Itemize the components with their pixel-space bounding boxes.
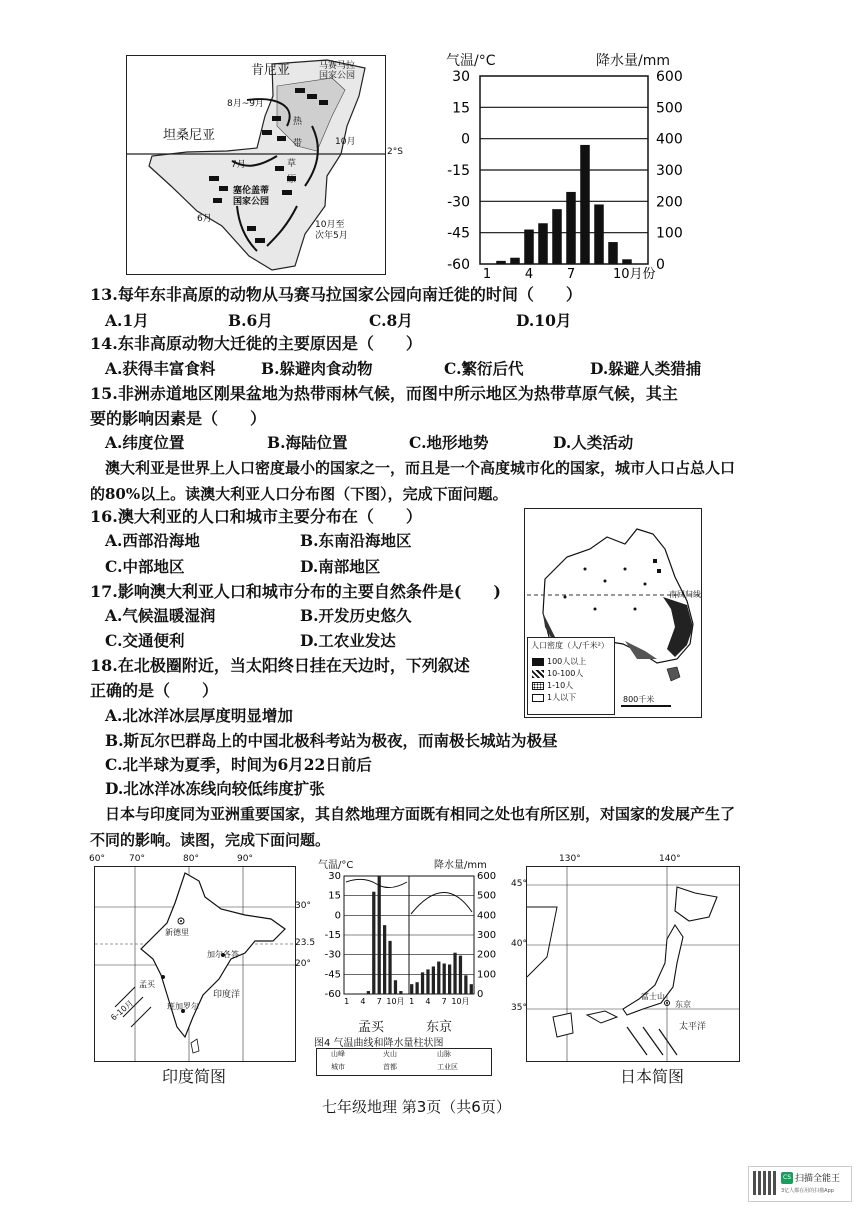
chart1-x-tick: 4 <box>524 267 534 280</box>
chart1-precip-bar <box>608 242 618 264</box>
map-symbol-legend <box>316 1048 492 1076</box>
chart2-x-tick: 4 <box>425 997 431 1006</box>
q15-option-a[interactable]: A.纬度位置 <box>105 433 185 452</box>
legend-label-min: 1人以下 <box>547 693 577 702</box>
chart2-precip-bar <box>388 941 391 994</box>
chart1-temp-tick: 0 <box>461 131 470 148</box>
chart2-precip-bar <box>443 964 446 994</box>
japan-lon-140: 140° <box>659 854 681 864</box>
chart1-precip-bar <box>580 145 590 264</box>
figure4-caption: 图4 气温曲线和降水量柱状图 <box>314 1038 444 1049</box>
japan-lon-130: 130° <box>559 854 581 864</box>
kolkata-label: 加尔各答 <box>207 950 239 959</box>
q17-option-a[interactable]: A.气候温暖湿润 <box>105 606 216 625</box>
japan-lat-40: 40° <box>511 939 527 949</box>
chart2-temp-curve-mumbai <box>346 879 407 887</box>
question-16: 16.澳大利亚的人口和城市主要分布在（ ） <box>90 507 422 526</box>
scanner-brand: 扫描全能王 <box>795 1174 841 1184</box>
q15-option-c[interactable]: C.地形地势 <box>409 433 489 452</box>
chart2-precip-bar <box>372 892 375 994</box>
q13-option-c[interactable]: C.8月 <box>369 311 413 330</box>
chart2-precip-bar <box>367 991 370 994</box>
chart1-temp-tick: 15 <box>452 100 470 117</box>
q18-option-a[interactable]: A.北冰洋冰层厚度明显增加 <box>105 706 293 725</box>
chart2-precip-tick: 200 <box>477 949 497 961</box>
bangalore-label: 班加罗尔 <box>167 1002 199 1011</box>
legend-title: 人口密度（人/千米²） <box>531 641 609 650</box>
legend-capital: 首都 <box>383 1063 397 1071</box>
chart2-x-tick: 7 <box>376 997 382 1006</box>
chart1-precip-tick: 500 <box>656 100 683 117</box>
legend-label-high: 100人以上 <box>547 657 587 666</box>
lat-2s-label: 2°S <box>387 147 403 157</box>
chart1-precip-tick: 400 <box>656 131 683 148</box>
question-18-line2: 正确的是（ ） <box>90 681 219 700</box>
chart2-precip-bar <box>383 925 386 994</box>
indian-ocean-label: 印度洋 <box>213 990 241 1000</box>
chart1-precip-bar <box>552 209 562 264</box>
chart1-precip-bar <box>496 261 506 264</box>
chart2-x-tick: 1 <box>344 997 350 1006</box>
climate-chart-2 <box>314 856 502 1071</box>
page-footer: 七年级地理 第3页（共6页） <box>322 1098 511 1116</box>
australia-population-map <box>524 508 702 718</box>
kenya-label: 肯尼亚 <box>251 63 291 78</box>
question-15-line1: 15.非洲赤道地区刚果盆地为热带雨林气候，而图中所示地区为热带草原气候，其主 <box>90 384 678 403</box>
scale-label: 800千米 <box>623 695 655 704</box>
mid-temp-axis-label: 气温/°C <box>318 860 354 871</box>
mumbai-label: 孟买 <box>139 980 155 989</box>
q18-option-c[interactable]: C.北半球为夏季，时间为6月22日前后 <box>105 755 372 774</box>
chart2-temp-tick: -15 <box>324 930 341 941</box>
question-15-line2: 要的影响因素是（ ） <box>90 409 267 428</box>
chart1-precip-tick: 300 <box>656 163 683 179</box>
chart2-precip-tick: 0 <box>477 989 484 1000</box>
mumbai-city-label: 孟买 <box>358 1020 385 1035</box>
temp-axis-label: 气温/°C <box>446 53 496 69</box>
legend-city: 城市 <box>331 1063 345 1071</box>
india-map <box>89 854 316 1062</box>
q17-option-c[interactable]: C.交通便利 <box>105 631 185 650</box>
serengeti-label: 塞伦盖蒂 国家公园 <box>233 186 270 207</box>
japan-lat-35: 35° <box>511 1003 527 1013</box>
q14-option-b[interactable]: B.躲避肉食动物 <box>261 359 373 378</box>
chart1-precip-tick: 200 <box>656 194 683 211</box>
chart2-x-tick: 1 <box>409 997 415 1006</box>
legend-label-low: 1-10人 <box>547 681 574 690</box>
q14-option-d[interactable]: D.躲避人类猎捕 <box>590 359 702 378</box>
masai-park-label: 马赛马拉 国家公园 <box>319 61 356 81</box>
chart2-x-tick: 7 <box>441 997 447 1006</box>
chart1-temp-tick: -30 <box>447 194 470 211</box>
legend-industrial: 工业区 <box>437 1063 458 1071</box>
chart2-temp-tick: 15 <box>328 890 341 902</box>
chart1-precip-bar <box>524 230 534 264</box>
q18-option-d[interactable]: D.北冰洋冰冻线向较低纬度扩张 <box>105 779 325 798</box>
fuji-label: 富士山 <box>641 992 665 1001</box>
tropic-label-1: 热 <box>293 117 303 127</box>
india-map-graphic <box>95 867 295 1061</box>
q13-option-b[interactable]: B.6月 <box>228 311 273 330</box>
chart2-precip-bar <box>470 984 473 994</box>
q13-option-d[interactable]: D.10月 <box>516 311 572 330</box>
tokyo-city-label: 东京 <box>426 1020 453 1035</box>
chart2-precip-tick: 100 <box>477 969 497 981</box>
q16-option-d[interactable]: D.南部地区 <box>300 557 381 576</box>
chart1-precip-bar <box>594 204 604 264</box>
q16-option-b[interactable]: B.东南沿海地区 <box>300 531 412 550</box>
climate-chart-2-plot <box>314 870 502 1020</box>
question-14: 14.东非高原动物大迁徙的主要原因是（ ） <box>90 334 422 353</box>
chart2-temp-tick: 0 <box>334 910 341 922</box>
month-6-label: 6月 <box>197 214 212 224</box>
chart1-temp-tick: -60 <box>447 257 470 273</box>
chart2-x-tick: 4 <box>360 997 366 1006</box>
climate-chart-1 <box>430 48 700 280</box>
q13-option-a[interactable]: A.1月 <box>105 311 149 330</box>
q14-option-a[interactable]: A.获得丰富食料 <box>105 359 216 378</box>
chart2-precip-tick: 600 <box>477 871 497 882</box>
chart2-precip-bar <box>416 982 419 994</box>
precip-axis-label: 降水量/mm <box>596 53 670 69</box>
qr-code-icon <box>753 1171 777 1195</box>
chart2-precip-tick: 400 <box>477 910 497 922</box>
india-map-caption: 印度简图 <box>162 1067 227 1086</box>
question-13: 13.每年东非高原的动物从马赛马拉国家公园向南迁徙的时间（ ） <box>90 285 582 304</box>
chart2-precip-bar <box>378 876 381 994</box>
month-10-label: 10月 <box>335 137 356 147</box>
chart1-precip-bar <box>622 259 632 264</box>
chart2-precip-bar <box>453 953 456 994</box>
chart2-precip-bar <box>464 975 467 994</box>
legend-swatch-mid <box>532 670 544 678</box>
legend-mountain: 山脉 <box>437 1050 451 1058</box>
question-18-line1: 18.在北极圈附近，当太阳终日挂在天边时，下列叙述 <box>90 656 470 675</box>
month-10-5-label: 10月至 次年5月 <box>315 220 348 241</box>
grass-label-1: 草 <box>287 159 297 169</box>
japan-india-intro-paragraph: 日本与印度同为亚洲重要国家，其自然地理方面既有相同之处也有所区别，对国家的发展产生了不同的影响。读图，完成下面问题。 <box>90 805 736 849</box>
chart2-precip-bar <box>459 956 462 994</box>
japan-map-graphic <box>527 867 739 1061</box>
tanzania-label: 坦桑尼亚 <box>163 128 216 143</box>
q17-option-b[interactable]: B.开发历史悠久 <box>300 606 412 625</box>
chart2-precip-bar <box>410 984 413 994</box>
australia-intro-paragraph: 澳大利亚是世界上人口密度最小的国家之一，而且是一个高度城市化的国家，城市人口占总人口的80%以上。读澳大利亚人口分布图（下图），完成下面问题。 <box>90 459 736 503</box>
chart2-temp-tick: -30 <box>324 949 341 961</box>
india-lat-20: 20° <box>295 959 311 969</box>
chart1-precip-tick: 100 <box>656 225 683 242</box>
india-lon-60: 60° <box>89 854 105 864</box>
chart1-precip-tick: 600 <box>656 69 683 85</box>
scanner-subtitle: 3亿人都在用的扫描App <box>781 1188 834 1194</box>
chart1-precip-bar <box>538 223 548 264</box>
tokyo-label: 东京 <box>675 1000 691 1009</box>
month-7-label: 7月 <box>231 160 246 170</box>
japan-map-caption: 日本简图 <box>620 1067 685 1086</box>
legend-label-mid: 10-100人 <box>547 669 584 678</box>
legend-swatch-min <box>532 694 544 702</box>
india-lat-30: 30° <box>295 901 311 911</box>
chart2-precip-tick: 500 <box>477 890 497 902</box>
legend-peak: 山峰 <box>331 1050 345 1058</box>
chart2-precip-bar <box>421 972 424 994</box>
chart1-x-tick: 1 <box>482 267 492 280</box>
tropic-label-2: 带 <box>293 139 303 149</box>
india-lon-70: 70° <box>129 854 145 864</box>
india-lat-23: 23.5 <box>295 938 316 948</box>
chart1-precip-bar <box>566 192 576 264</box>
chart2-precip-bar <box>437 962 440 994</box>
india-lon-90: 90° <box>237 854 253 864</box>
chart2-precip-bar <box>426 969 429 994</box>
q15-option-d[interactable]: D.人类活动 <box>553 433 634 452</box>
legend-swatch-low <box>532 682 544 690</box>
monsoon-label: 6-10月 <box>109 998 135 1023</box>
q15-option-b[interactable]: B.海陆位置 <box>267 433 348 452</box>
mid-precip-axis-label: 降水量/mm <box>434 860 487 871</box>
chart1-precip-tick: 0 <box>656 257 665 273</box>
chart2-precip-bar <box>448 965 451 995</box>
q18-option-b[interactable]: B.斯瓦尔巴群岛上的中国北极科考站为极夜，而南极长城站为极昼 <box>105 731 558 750</box>
legend-volcano: 火山 <box>383 1050 397 1058</box>
q16-option-c[interactable]: C.中部地区 <box>105 557 185 576</box>
tropic-capricorn-label: 南回归线 <box>669 590 701 599</box>
japan-lat-45: 45° <box>511 879 527 889</box>
newdelhi-label: 新德里 <box>165 928 189 937</box>
chart1-x-tick: 10月份 <box>613 267 656 280</box>
chart2-x-tick: 10月 <box>451 997 470 1006</box>
chart1-x-tick: 7 <box>566 267 576 280</box>
chart2-precip-tick: 300 <box>477 930 497 941</box>
chart1-temp-tick: -15 <box>447 163 470 179</box>
scale-bar <box>621 705 671 707</box>
india-lon-80: 80° <box>183 854 199 864</box>
chart2-precip-bar <box>432 966 435 994</box>
grass-label-2: 原 <box>287 175 297 185</box>
chart1-precip-bar <box>510 258 520 264</box>
q14-option-c[interactable]: C.繁衍后代 <box>444 359 524 378</box>
q16-option-a[interactable]: A.西部沿海地 <box>105 531 200 550</box>
chart1-temp-tick: -45 <box>447 225 470 242</box>
chart2-temp-tick: -60 <box>324 989 341 1000</box>
chart2-temp-tick: -45 <box>324 969 341 981</box>
q17-option-d[interactable]: D.工农业发达 <box>300 631 396 650</box>
legend-swatch-high <box>532 658 544 666</box>
japan-map <box>511 854 740 1062</box>
chart2-temp-tick: 30 <box>328 871 341 882</box>
chart2-precip-bar <box>399 991 402 994</box>
migration-map <box>126 55 403 275</box>
pacific-label: 太平洋 <box>679 1022 707 1032</box>
question-17: 17.影响澳大利亚人口和城市分布的主要自然条件是( ) <box>90 582 501 601</box>
camscanner-logo-icon: CS <box>781 1172 793 1184</box>
climate-chart-1-plot <box>430 68 700 280</box>
population-legend <box>527 637 615 715</box>
chart1-temp-tick: 30 <box>452 69 470 85</box>
month-8-9-label: 8月~9月 <box>227 99 264 109</box>
chart2-x-tick: 10月 <box>386 997 405 1006</box>
chart2-precip-bar <box>394 980 397 994</box>
scanner-watermark <box>748 1166 852 1202</box>
